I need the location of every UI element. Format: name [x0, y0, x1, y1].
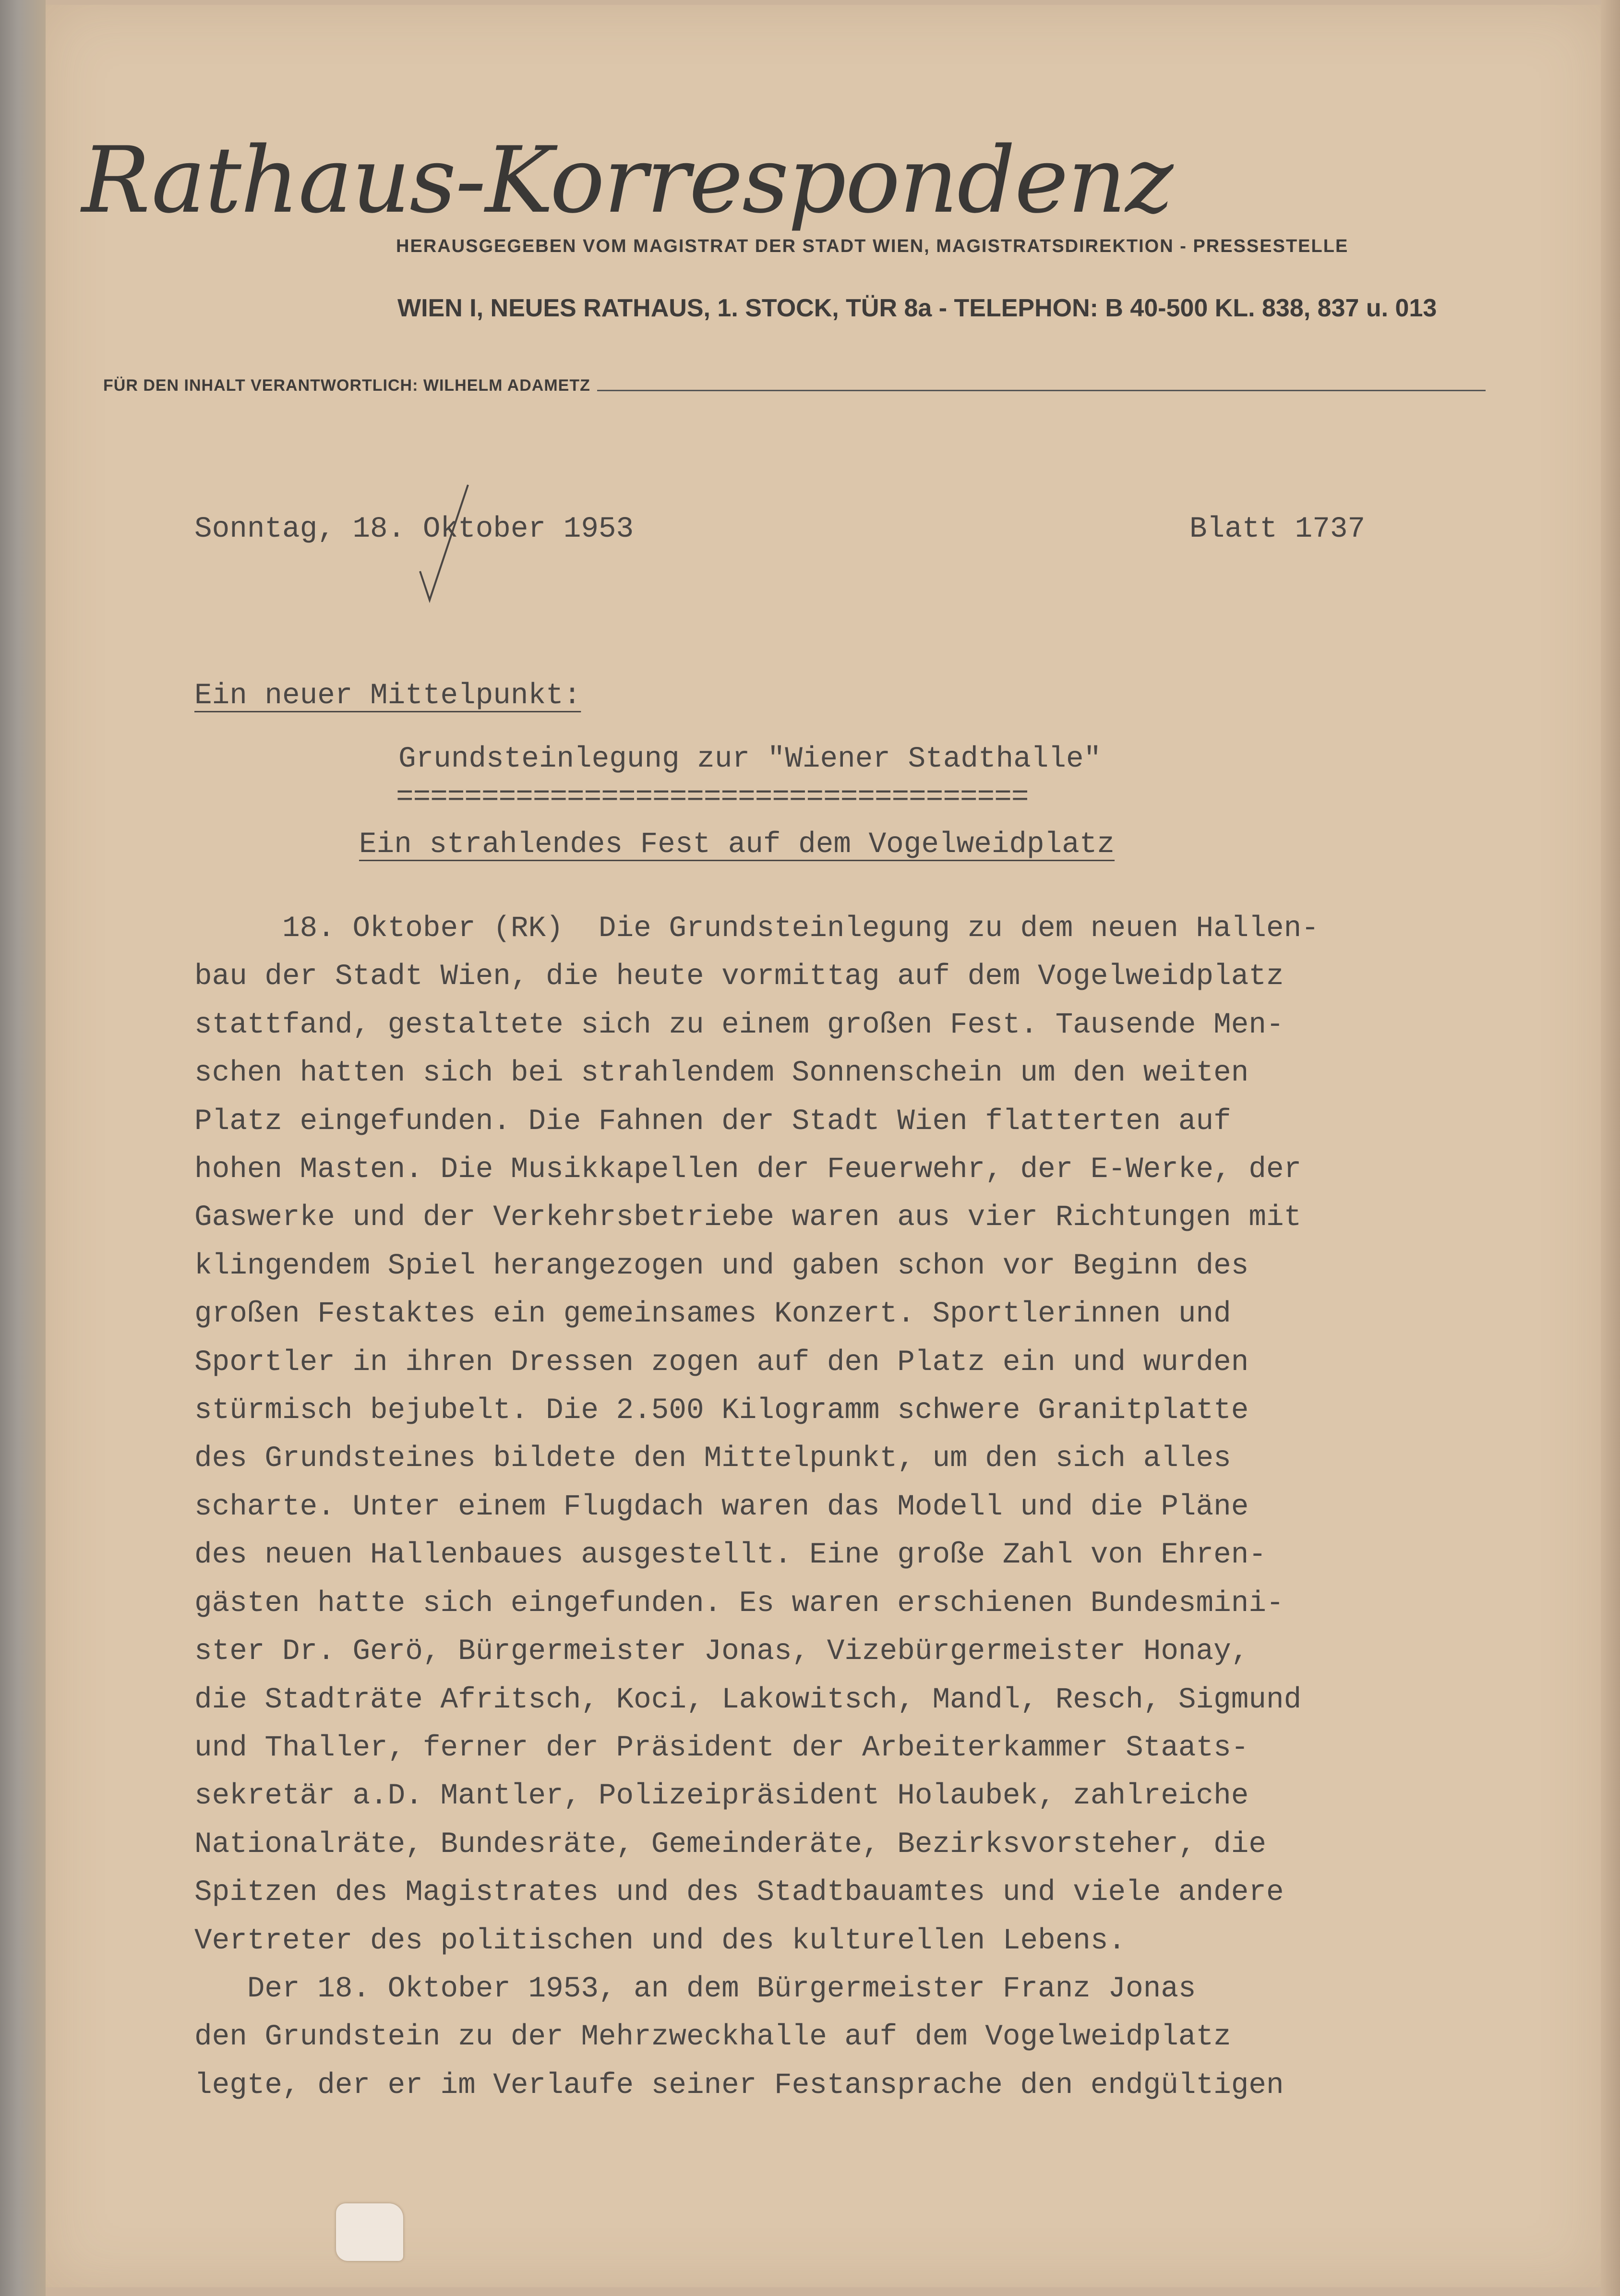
body-line: legte, der er im Verlaufe seiner Festansprache den endgültigen [194, 2068, 1284, 2102]
body-line: hohen Masten. Die Musikkapellen der Feuerwehr, der E-Werke, der [194, 1153, 1302, 1187]
body-line: und Thaller, ferner der Präsident der Arbeiterkammer Staats- [194, 1731, 1249, 1765]
issue-date: Sonntag, 18. Oktober 1953 [194, 513, 634, 546]
page-edge [1601, 0, 1620, 2296]
body-line: die Stadträte Afritsch, Koci, Lakowitsch, Mandl, Resch, Sigmund [194, 1683, 1302, 1717]
article-body [194, 905, 1562, 2110]
address-line: WIEN I, NEUES RATHAUS, 1. STOCK, TÜR 8a - TELEPHON: B 40-500 KL. 838, 837 u. 013 [397, 294, 1437, 322]
body-line: des neuen Hallenbaues ausgestellt. Eine große Zahl von Ehren- [194, 1539, 1266, 1572]
body-line: Sportler in ihren Dressen zogen auf den Platz ein und wurden [194, 1346, 1249, 1379]
body-line: großen Festaktes ein gemeinsames Konzert. Sportlerinnen und [194, 1298, 1231, 1331]
publisher-line: HERAUSGEGEBEN VOM MAGISTRAT DER STADT WIEN, MAGISTRATSDIREKTION - PRESSESTELLE [396, 236, 1349, 256]
body-line: des Grundsteines bildete den Mittelpunkt, um den sich alles [194, 1442, 1231, 1476]
body-line: Vertreter des politischen und des kulturellen Lebens. [194, 1924, 1126, 1958]
body-line: Der 18. Oktober 1953, an dem Bürgermeister Franz Jonas [194, 1972, 1196, 2006]
masthead-title: Rathaus-Korrespondenz [82, 127, 1173, 233]
body-line: ster Dr. Gerö, Bürgermeister Jonas, Vizebürgermeister Honay, [194, 1635, 1249, 1669]
body-line: stattfand, gestaltete sich zu einem großen Fest. Tausende Men- [194, 1008, 1284, 1042]
article-kicker: Ein neuer Mittelpunkt: [194, 679, 581, 712]
article-title: Grundsteinlegung zur "Wiener Stadthalle" [398, 743, 1102, 776]
body-line: Platz eingefunden. Die Fahnen der Stadt Wien flatterten auf [194, 1105, 1231, 1138]
body-line: schen hatten sich bei strahlendem Sonnenschein um den weiten [194, 1057, 1249, 1090]
body-line: sekretär a.D. Mantler, Polizeipräsident Holaubek, zahlreiche [194, 1779, 1249, 1813]
body-line: stürmisch bejubelt. Die 2.500 Kilogramm schwere Granitplatte [194, 1394, 1249, 1428]
body-line: klingendem Spiel herangezogen und gaben schon vor Beginn des [194, 1249, 1249, 1283]
article-subtitle: Ein strahlendes Fest auf dem Vogelweidplatz [359, 828, 1115, 861]
body-line: scharte. Unter einem Flugdach waren das Modell und die Pläne [194, 1490, 1249, 1524]
body-line: Gaswerke und der Verkehrsbetriebe waren aus vier Richtungen mit [194, 1201, 1302, 1235]
responsible-row [103, 376, 1486, 395]
sheet-number: Blatt 1737 [1189, 513, 1366, 546]
body-line: Spitzen des Magistrates und des Stadtbauamtes und viele andere [194, 1876, 1284, 1910]
body-line: 18. Oktober (RK) Die Grundsteinlegung zu dem neuen Hallen- [194, 912, 1319, 945]
title-separator: ===================================== [396, 781, 1029, 814]
paper-tear [336, 2203, 403, 2261]
book-binding [0, 0, 46, 2296]
responsible-label: FÜR DEN INHALT VERANTWORTLICH: WILHELM ADAMETZ [103, 376, 590, 395]
body-line: den Grundstein zu der Mehrzweckhalle auf dem Vogelweidplatz [194, 2020, 1231, 2054]
checkmark-icon [410, 480, 473, 605]
body-line: gästen hatte sich eingefunden. Es waren erschienen Bundesmini- [194, 1587, 1284, 1620]
responsible-rule [597, 390, 1486, 391]
body-line: Nationalräte, Bundesräte, Gemeinderäte, Bezirksvorsteher, die [194, 1827, 1266, 1861]
body-line: bau der Stadt Wien, die heute vormittag auf dem Vogelweidplatz [194, 960, 1284, 994]
